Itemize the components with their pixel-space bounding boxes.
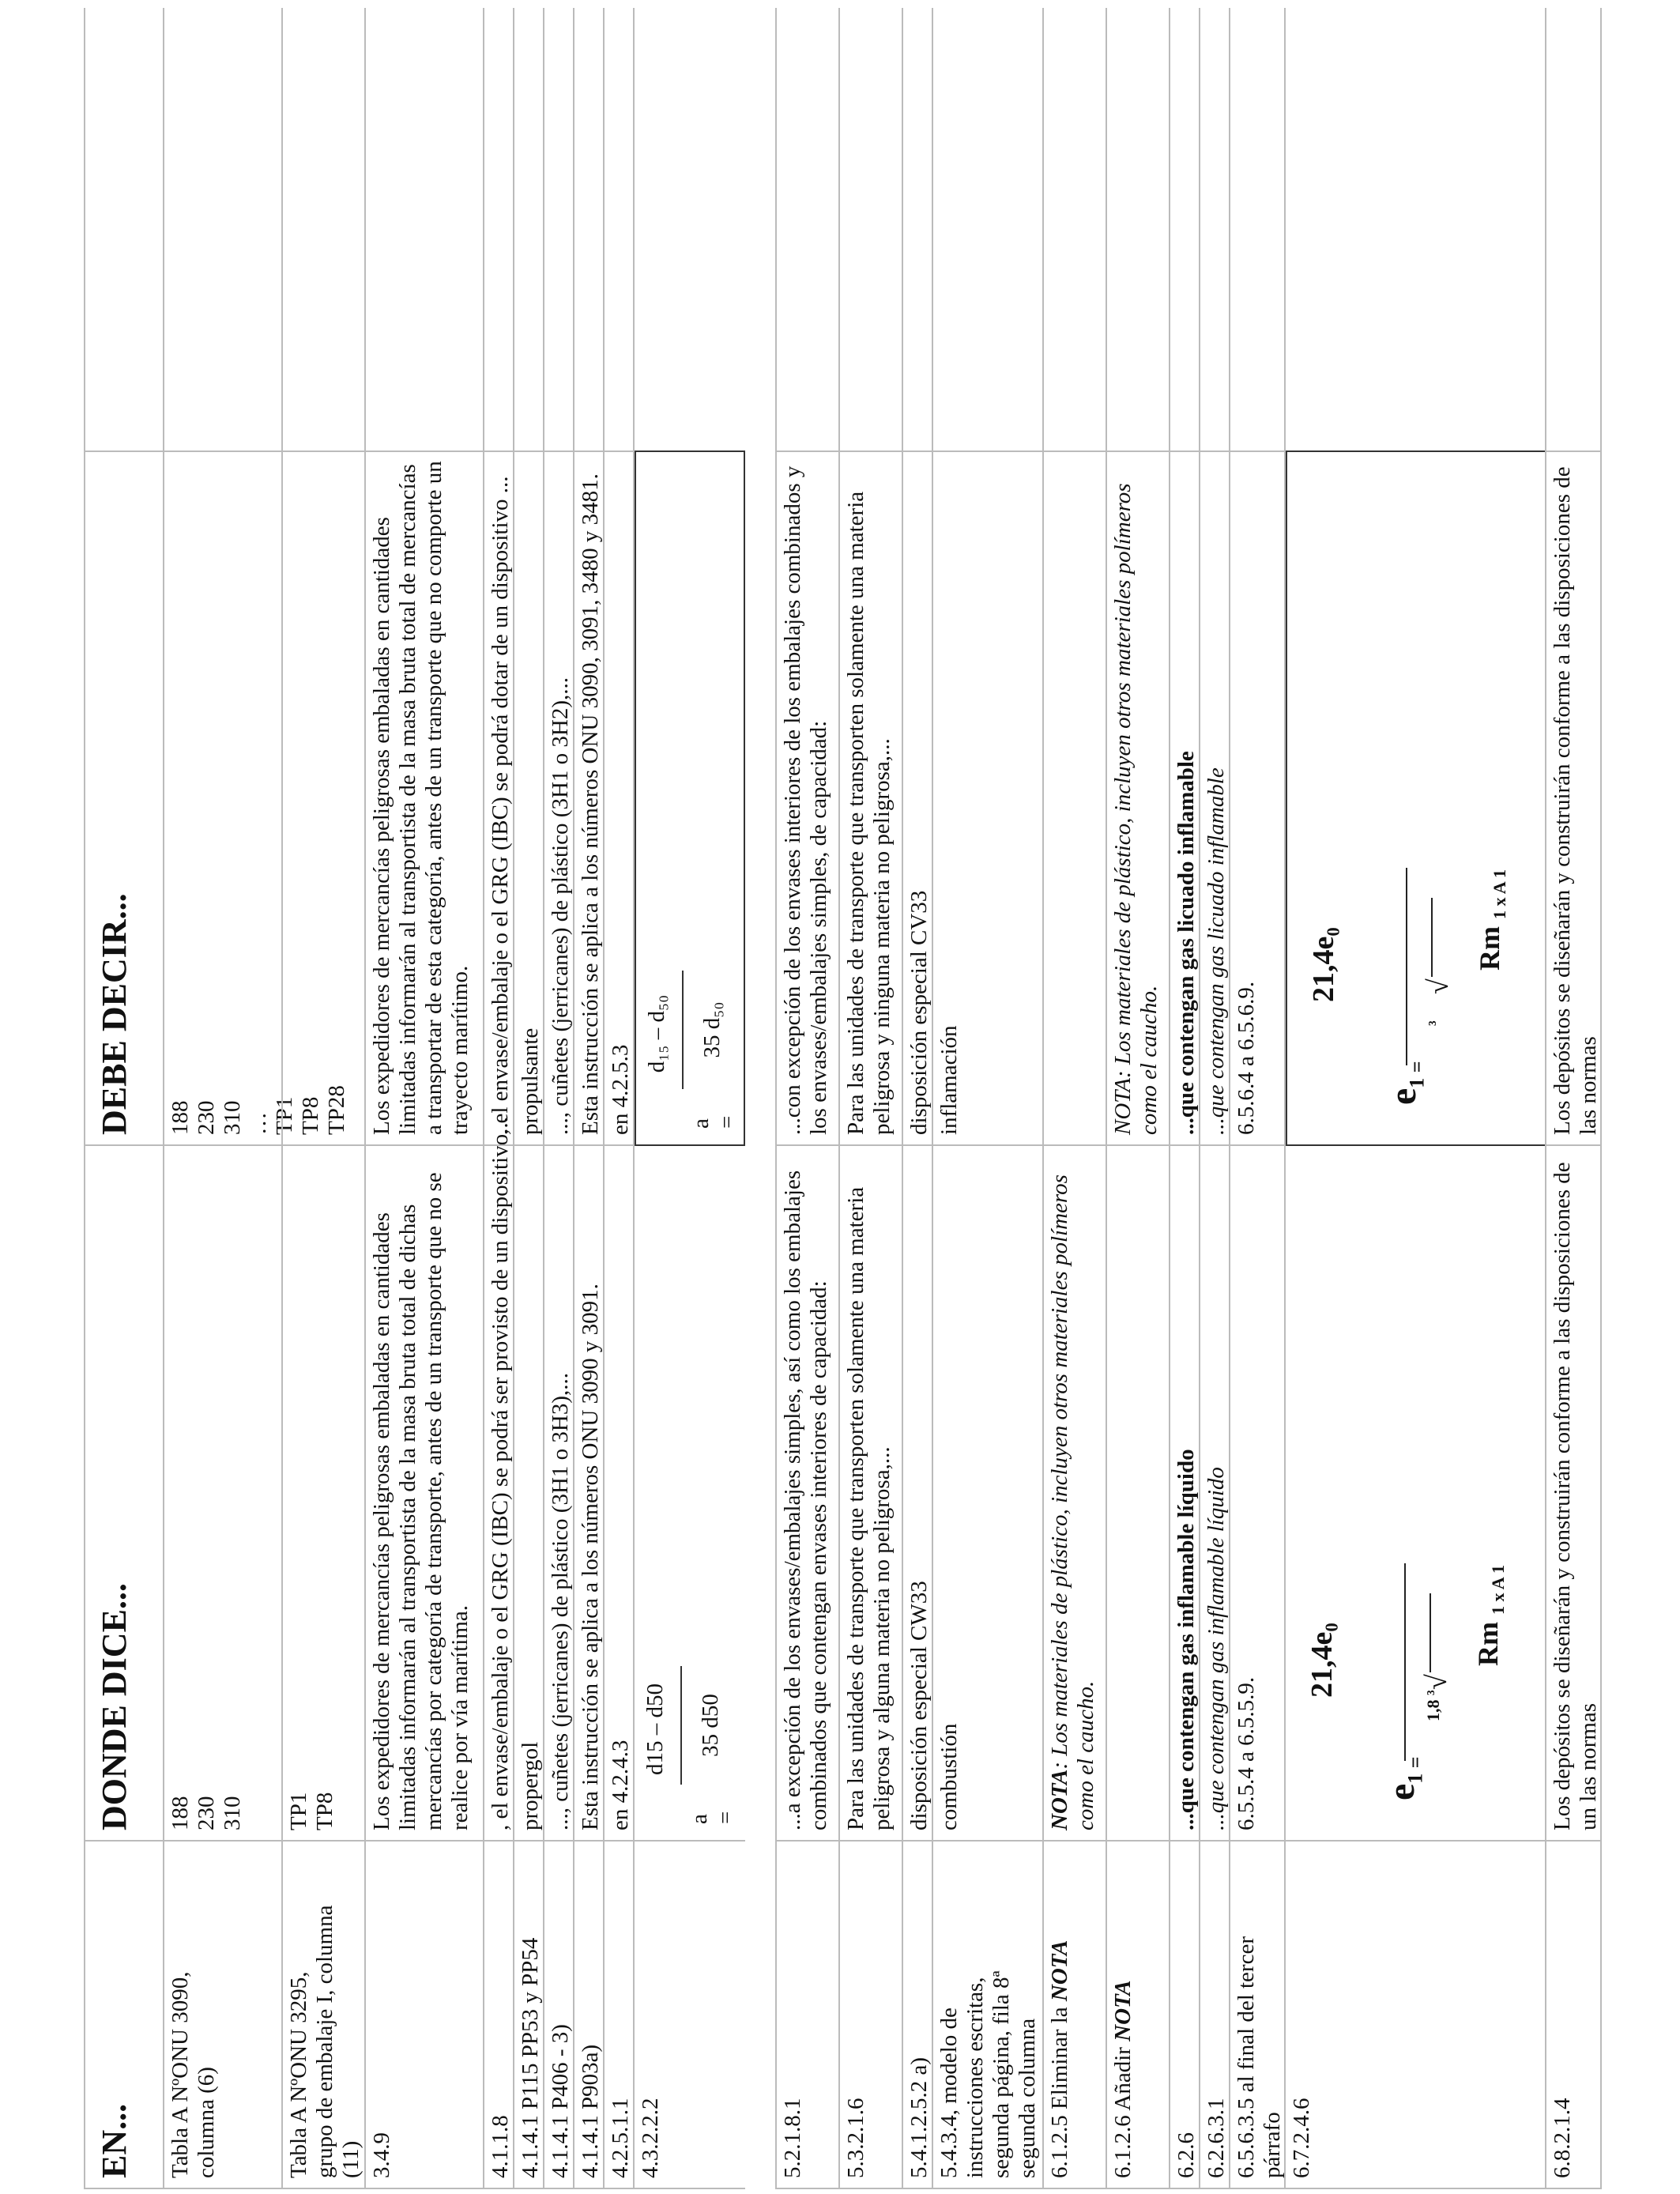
cell-en-nota: NOTA <box>1110 1980 1136 2041</box>
cell-dice: ..., cuñetes (jerricanes) de plástico (3H1 o 3H3),... <box>548 1373 573 1830</box>
cell-dice: : Los materiales de plástico, incluyen otros materiales polímeros como el caucho. <box>1047 1174 1098 1830</box>
cell-en: párrafo <box>1260 2112 1285 2178</box>
cell-debe: 310 <box>220 1100 245 1135</box>
cell-dice: Para las unidades de transporte que transporten solamente una materia peligrosa y alguna materia no peligrosa,... <box>843 1186 895 1830</box>
table-row <box>483 8 514 2189</box>
table-row: 4.3.2.2.2 a = d15 – d50 35 d50 a = d₁₅ – d₅₀ 35 d₅₀ <box>633 8 745 2189</box>
table-row <box>1229 8 1286 2189</box>
cell-dice: , el envase/embalaje o el GRG (IBC) se podrá ser provisto de un dispositivo... <box>488 1117 513 1830</box>
cell-en: Tabla A NºONU 3090, <box>168 1971 193 2178</box>
cell-debe: Los expedidores de mercancías peligrosas embaladas en cantidades limitadas informarán al transportista de la masa bruta total de mercancías a transportar de esta categoría, antes de un transporte que no comporte un trayecto marítimo. <box>369 461 473 1135</box>
cell-debe: 6.5.6.4 a 6.5.6.9. <box>1234 981 1259 1135</box>
cell-debe: TP28 <box>324 1085 349 1135</box>
cell-en: 6.7.2.4.6 <box>1289 2098 1314 2178</box>
cell-en: 4.1.4.1 P406 - 3) <box>548 2024 573 2178</box>
cell-dice: ...a excepción de los envases/embalajes simples, así como los embalajes combinados que contengan envases interiores de capacidad: <box>780 1170 831 1830</box>
cell-en: segunda columna <box>1015 2018 1040 2178</box>
cell-en: (11) <box>338 2140 363 2178</box>
cell-en: columna (6) <box>194 2067 219 2178</box>
cell-dice: en 4.2.4.3 <box>608 1740 633 1830</box>
table-row <box>573 8 605 2189</box>
cell-dice: Los depósitos se diseñarán y construirán conforme a las disposiciones de un las normas <box>1550 1162 1601 1830</box>
errata-table <box>84 8 1601 2189</box>
cell-en: grupo de embalaje I, columna <box>312 1905 337 2178</box>
cell-dice: ...que contengan gas inflamable líquido <box>1173 1449 1199 1830</box>
cell-debe: Los depósitos se diseñarán y construirán conforme a las disposiciones de las normas <box>1550 466 1601 1135</box>
table-row <box>513 8 544 2189</box>
cell-debe: Esta instrucción se aplica a los números ONU 3090, 3091, 3480 y 3481. <box>578 473 603 1135</box>
cell-debe: NOTA: Los materiales de plástico, incluyen otros materiales polímeros como el caucho. <box>1110 483 1162 1135</box>
cell-debe: 230 <box>194 1100 219 1135</box>
cell-en: 6.2.6 <box>1173 2132 1199 2178</box>
cell-debe: propulsante <box>518 1027 543 1135</box>
cell-debe: Para las unidades de transporte que transporten solamente una materia peligrosa y ninguna materia no peligrosa,... <box>843 491 895 1135</box>
cell-en: 5.2.1.8.1 <box>780 2098 805 2178</box>
cell-dice: TP1 <box>286 1792 311 1830</box>
cell-dice: ...que contengan gas inflamable líquido <box>1203 1467 1229 1830</box>
table-row <box>1042 8 1107 2189</box>
cell-en: 6.8.2.1.4 <box>1550 2098 1575 2178</box>
cell-en: 4.3.2.2.2 <box>638 2098 663 2178</box>
table-row <box>281 8 366 2189</box>
cell-debe: en 4.2.5.3 <box>608 1044 633 1135</box>
table-row <box>364 8 484 2189</box>
cell-en-nota: NOTA <box>1047 1940 1072 2002</box>
table-row <box>543 8 574 2189</box>
cell-dice: 310 <box>220 1796 245 1830</box>
cell-en: segunda página, fila 8ª <box>989 1970 1014 2178</box>
cell-en: 4.2.5.1.1 <box>608 2098 633 2178</box>
table-row <box>775 8 840 2189</box>
cell-debe: disposición especial CV33 <box>906 890 932 1135</box>
cell-debe: … <box>246 1112 271 1135</box>
table-row <box>902 8 933 2189</box>
cell-en: 5.3.2.1.6 <box>843 2098 868 2178</box>
cell-debe: ...con excepción de los envases interiores de los embalajes combinados y los envases/embalajes simples, de capacidad: <box>780 466 831 1135</box>
formula-debe: 21,4e₀ $e_{1 =}$ ³ √ Rm $_{1 x A 1}$ <box>1287 452 1545 1144</box>
cell-dice-nota-label: NOTA <box>1047 1769 1072 1830</box>
table-row <box>932 8 1044 2189</box>
cell-dice: 230 <box>194 1796 219 1830</box>
cell-dice: combustión <box>936 1723 962 1830</box>
cell-en: 5.4.3.4, modelo de <box>936 2007 962 2178</box>
cell-debe: inflamación <box>936 1025 962 1135</box>
header-donde-dice: DONDE DICE... <box>85 1146 164 1842</box>
table-row <box>1106 8 1170 2189</box>
header-debe-decir: DEBE DECIR... <box>85 450 164 1146</box>
cell-debe: TP8 <box>298 1096 323 1135</box>
cell-debe: , el envase/embalaje o el GRG (IBC) se podrá dotar de un dispositivo ... <box>488 476 513 1135</box>
cell-en: 5.4.1.2.5.2 a) <box>906 2056 932 2178</box>
table-row <box>1545 8 1602 2189</box>
table-row <box>1199 8 1230 2189</box>
cell-debe: ..., cuñetes (jerricanes) de plástico (3H1 o 3H2),... <box>548 677 573 1135</box>
cell-en: 3.4.9 <box>369 2132 394 2178</box>
cell-dice: disposición especial CW33 <box>906 1581 932 1830</box>
cell-en: Tabla A NºONU 3295, <box>286 1971 311 2178</box>
cell-en: 6.2.6.3.1 <box>1203 2098 1229 2178</box>
table-header <box>84 8 164 2189</box>
cell-debe: 188 <box>168 1100 193 1135</box>
cell-en: 4.1.1.8 <box>488 2115 513 2178</box>
cell-debe: ...que contengan gas licuado inflamable <box>1203 767 1229 1135</box>
cell-en: 6.5.6.3.5 al final del tercer <box>1234 1936 1259 2178</box>
cell-debe: TP1 <box>272 1096 297 1135</box>
cell-dice: Esta instrucción se aplica a los números ONU 3090 y 3091. <box>578 1284 603 1830</box>
cell-en: 6.1.2.5 Eliminar la <box>1047 2007 1072 2178</box>
table-row <box>1169 8 1200 2189</box>
cell-dice: 6.5.5.4 a 6.5.5.9. <box>1234 1676 1259 1830</box>
table-row <box>1284 8 1546 2189</box>
cell-dice: propergol <box>518 1741 543 1830</box>
cell-dice: 188 <box>168 1796 193 1830</box>
cell-dice: Los expedidores de mercancías peligrosas embaladas en cantidades limitadas informarán al transportista de la masa bruta total de dichas mercancías por categoría de transporte, antes de un transporte que no se realice por vía marítima. <box>369 1172 473 1830</box>
table-row <box>838 8 903 2189</box>
cell-en: 6.1.2.6 Añadir <box>1110 2047 1136 2178</box>
cell-debe: ...que contengan gas licuado inflamable <box>1173 751 1199 1135</box>
cell-dice: TP8 <box>312 1792 337 1830</box>
cell-en: instrucciones escritas, <box>962 1977 988 2178</box>
table-row <box>603 8 635 2189</box>
cell-en: 4.1.4.1 P115 PP53 y PP54 <box>518 1937 543 2178</box>
header-en: EN... <box>85 1842 164 2189</box>
formula-dice: 21,4e₀ $e_{1 =}$ 1,8 ³ √ Rm $_{1 x A 1}$ <box>1286 1146 1546 1840</box>
cell-en: 4.1.4.1 P903a) <box>578 2044 603 2178</box>
